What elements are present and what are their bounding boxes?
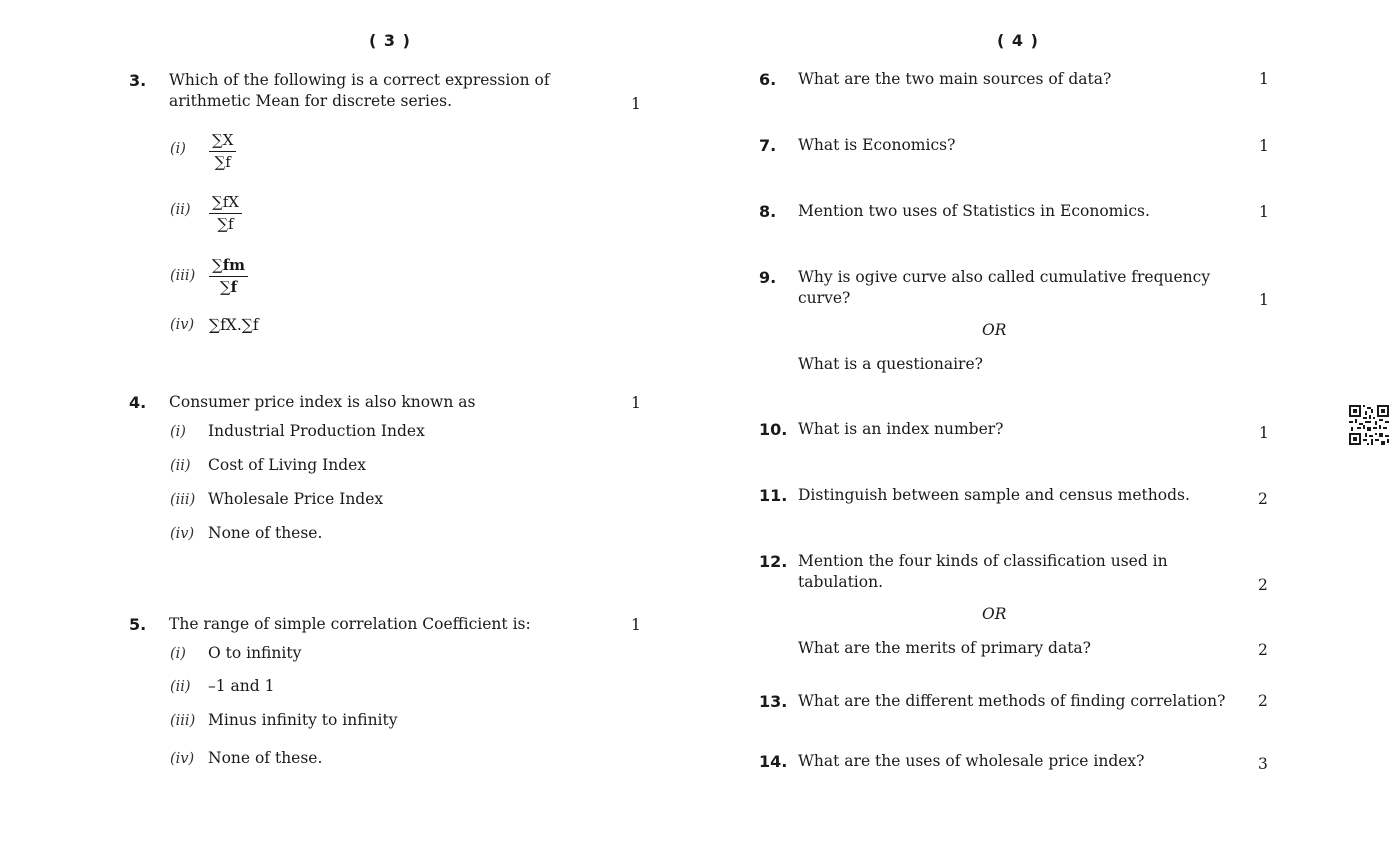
q12-line1: Mention the four kinds of classification used in	[798, 552, 1168, 570]
q8-marks: 1	[1259, 203, 1269, 221]
q4-option-text: None of these.	[208, 524, 323, 542]
q3-option-iv-expression: ∑fX.∑f	[209, 316, 259, 334]
q12-or-separator: OR	[982, 605, 1007, 623]
q4-number: 4.	[129, 393, 147, 412]
page-number-left: ( 3 )	[369, 31, 411, 50]
q3-option-label: (iv)	[170, 317, 195, 333]
q10-marks: 1	[1259, 424, 1269, 442]
q14-marks: 3	[1258, 755, 1268, 773]
q11-text: Distinguish between sample and census methods.	[798, 486, 1190, 504]
q5-marks: 1	[631, 616, 641, 634]
q3-number: 3.	[129, 71, 147, 90]
q6-marks: 1	[1259, 70, 1269, 88]
fraction-denominator	[220, 277, 237, 297]
page-number-right: ( 4 )	[997, 31, 1039, 50]
q3-option-label: (iii)	[170, 268, 196, 284]
q3-option-i-fraction	[209, 131, 236, 172]
fraction-denominator-term: f	[230, 278, 238, 296]
q4-option-label: (i)	[170, 424, 186, 440]
q13-text: What are the different methods of finding correlation?	[798, 692, 1226, 710]
q14-number: 14.	[759, 752, 788, 771]
fraction-denominator: ∑f	[214, 153, 231, 171]
q8-text: Mention two uses of Statistics in Economics.	[798, 202, 1150, 220]
q9-line1: Why is ogive curve also called cumulative frequency	[798, 268, 1211, 286]
q5-option-text: Minus infinity to infinity	[208, 711, 398, 729]
fraction-numerator-term: fm	[222, 256, 246, 274]
q12-alternative: What are the merits of primary data?	[798, 639, 1091, 657]
q5-option-label: (iii)	[170, 713, 196, 729]
q12-line2: tabulation.	[798, 573, 884, 591]
q3-option-label: (ii)	[170, 202, 191, 218]
fraction-numerator: ∑fX	[209, 193, 242, 214]
q3-marks: 1	[631, 95, 641, 113]
q6-text: What are the two main sources of data?	[798, 70, 1112, 88]
q12-marks: 2	[1258, 576, 1268, 594]
sum-symbol: ∑	[219, 278, 231, 296]
q5-option-label: (ii)	[170, 679, 191, 695]
q5-option-text: O to infinity	[208, 644, 302, 662]
q4-text: Consumer price index is also known as	[169, 393, 476, 411]
q4-option-text: Wholesale Price Index	[208, 490, 384, 508]
q4-option-text: Industrial Production Index	[208, 422, 425, 440]
q5-option-label: (iv)	[170, 751, 195, 767]
q12-alternative-marks: 2	[1258, 641, 1268, 659]
q4-option-label: (ii)	[170, 458, 191, 474]
q9-or-separator: OR	[982, 321, 1007, 339]
q10-text: What is an index number?	[798, 420, 1004, 438]
q11-number: 11.	[759, 486, 788, 505]
q8-number: 8.	[759, 202, 777, 221]
sum-symbol: ∑	[212, 256, 223, 274]
q7-marks: 1	[1259, 137, 1269, 155]
q14-text: What are the uses of wholesale price index?	[798, 752, 1145, 770]
q3-line1: Which of the following is a correct expression of	[169, 71, 550, 89]
q3-option-label: (i)	[170, 141, 186, 157]
q9-line2: curve?	[798, 289, 851, 307]
q3-line2: arithmetic Mean for discrete series.	[169, 92, 453, 110]
qr-code-icon	[1349, 405, 1389, 445]
q10-number: 10.	[759, 420, 788, 439]
q9-alternative: What is a questionaire?	[798, 355, 983, 373]
q4-option-label: (iv)	[170, 526, 195, 542]
q5-option-text: –1 and 1	[208, 677, 275, 695]
q11-marks: 2	[1258, 490, 1268, 508]
q9-marks: 1	[1259, 291, 1269, 309]
q5-number: 5.	[129, 615, 147, 634]
q5-option-label: (i)	[170, 646, 186, 662]
q5-option-text: None of these.	[208, 749, 323, 767]
q4-option-label: (iii)	[170, 492, 196, 508]
q7-text: What is Economics?	[798, 136, 956, 154]
q3-option-iii-fraction	[209, 256, 248, 297]
fraction-denominator: ∑f	[217, 215, 234, 233]
q6-number: 6.	[759, 70, 777, 89]
q5-text: The range of simple correlation Coefficient is:	[169, 615, 531, 633]
q4-marks: 1	[631, 394, 641, 412]
q13-number: 13.	[759, 692, 788, 711]
q7-number: 7.	[759, 136, 777, 155]
q3-option-ii-fraction	[209, 193, 242, 234]
q12-number: 12.	[759, 552, 788, 571]
fraction-numerator: ∑X	[209, 131, 236, 152]
fraction-numerator	[209, 256, 248, 277]
q13-marks: 2	[1258, 692, 1268, 710]
q9-number: 9.	[759, 268, 777, 287]
q4-option-text: Cost of Living Index	[208, 456, 367, 474]
